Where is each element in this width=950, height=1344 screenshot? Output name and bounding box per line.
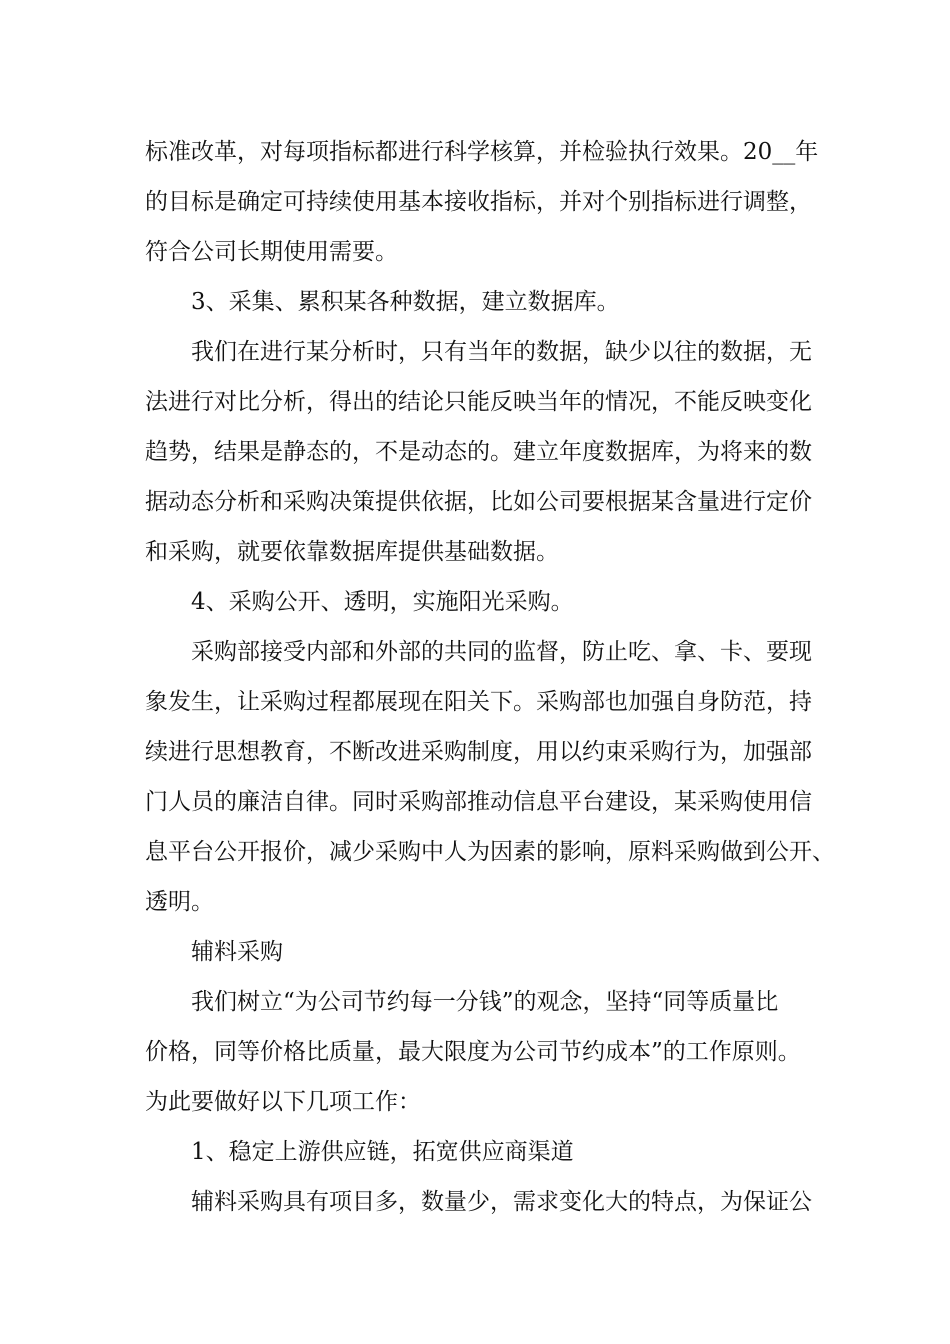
paragraph-line: 价格，同等价格比质量，最大限度为公司节约成本”的工作原则。	[145, 1039, 801, 1065]
paragraph-line: 据动态分析和采购决策提供依据，比如公司要根据某含量进行定价	[145, 489, 812, 515]
paragraph-line: 为此要做好以下几项工作：	[145, 1089, 421, 1115]
paragraph-line: 我们在进行某分析时，只有当年的数据，缺少以往的数据，无	[191, 339, 812, 365]
paragraph-line: 的目标是确定可持续使用基本接收指标，并对个别指标进行调整，	[145, 189, 812, 215]
section-heading: 辅料采购	[191, 939, 283, 965]
paragraph-line: 透明。	[145, 889, 214, 915]
paragraph-line: 和采购，就要依靠数据库提供基础数据。	[145, 539, 559, 565]
paragraph-line: 标准改革，对每项指标都进行科学核算，并检验执行效果。20__年	[145, 139, 819, 165]
paragraph-line: 息平台公开报价，减少采购中人为因素的影响，原料采购做到公开、	[145, 839, 835, 865]
paragraph-line: 我们树立“为公司节约每一分钱”的观念，坚持“同等质量比	[191, 989, 779, 1015]
paragraph-line: 法进行对比分析，得出的结论只能反映当年的情况，不能反映变化	[145, 389, 812, 415]
paragraph-line: 门人员的廉洁自律。同时采购部推动信息平台建设，某采购使用信	[145, 789, 812, 815]
section-heading: 4、采购公开、透明，实施阳光采购。	[191, 589, 574, 615]
paragraph-line: 象发生，让采购过程都展现在阳关下。采购部也加强自身防范，持	[145, 689, 812, 715]
paragraph-line: 趋势，结果是静态的，不是动态的。建立年度数据库，为将来的数	[145, 439, 812, 465]
section-heading: 1、稳定上游供应链，拓宽供应商渠道	[191, 1139, 574, 1165]
paragraph-line: 符合公司长期使用需要。	[145, 239, 398, 265]
paragraph-line: 续进行思想教育，不断改进采购制度，用以约束采购行为，加强部	[145, 739, 812, 765]
paragraph-line: 采购部接受内部和外部的共同的监督，防止吃、拿、卡、要现	[191, 639, 812, 665]
section-heading: 3、采集、累积某各种数据，建立数据库。	[191, 289, 620, 315]
paragraph-line: 辅料采购具有项目多，数量少，需求变化大的特点，为保证公	[191, 1189, 812, 1215]
